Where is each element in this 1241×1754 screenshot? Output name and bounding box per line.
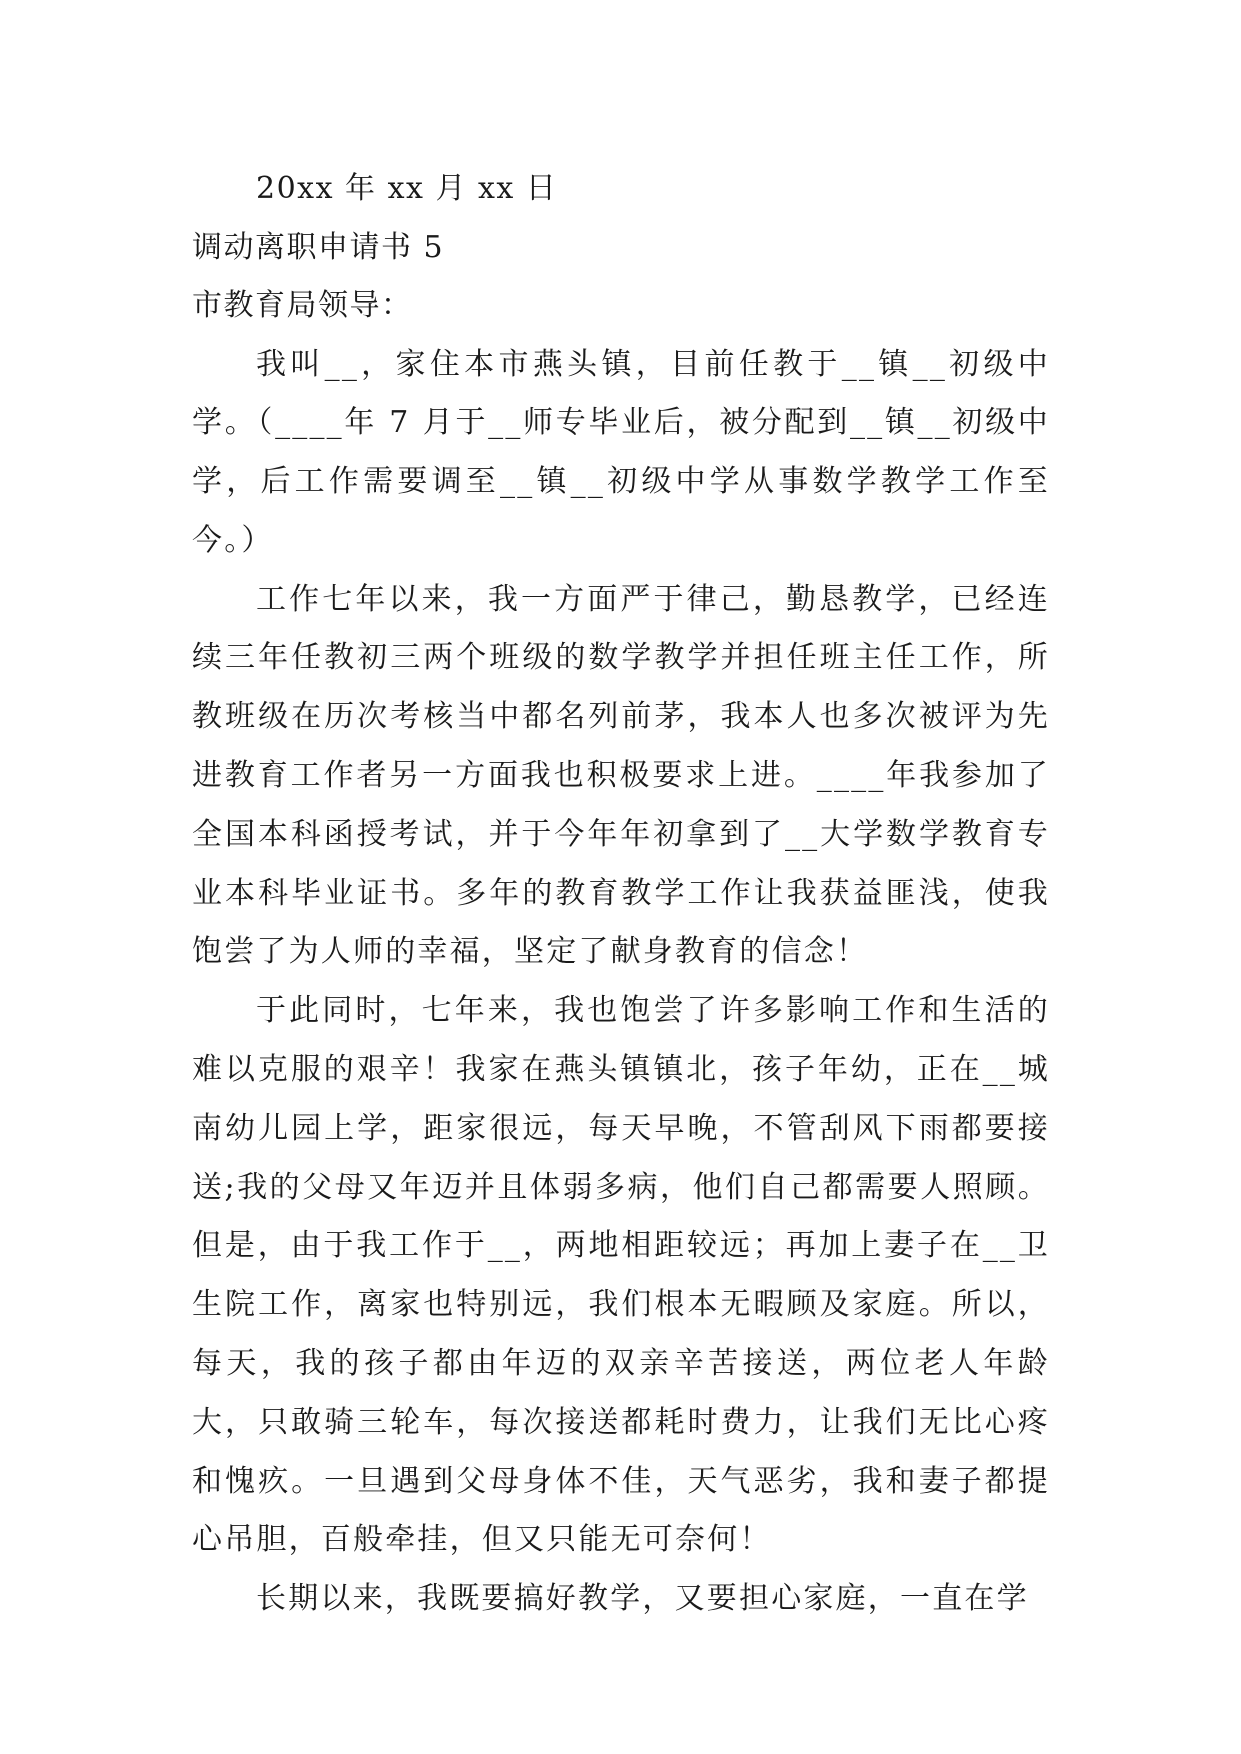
salutation: 市教育局领导：: [192, 288, 413, 323]
paragraph-4: 长期以来，我既要搞好教学，又要担心家庭，一直在学: [256, 1581, 1029, 1617]
document-body: [192, 160, 1050, 1629]
date-line: 20xx 年 xx 月 xx 日: [256, 171, 558, 206]
document-title: 调动离职申请书 5: [192, 229, 445, 265]
paragraph-3: 于此同时，七年来，我也饱尝了许多影响工作和生活的难以克服的艰辛！我家在燕头镇镇北，孩子年幼，正在__城南幼儿园上学，距家很远，每天早晚，不管刮风下雨都要接送;我的父母又年迈并且体弱多病，他们自己都需要人照顾。但是，由于我工作于__，两地相距较远；再加上妻子在__卫生院工作，离家也特别远，我们根本无暇顾及家庭。所以，每天，我的孩子都由年迈的双亲辛苦接送，两位老人年龄大，只敢骑三轮车，每次接送都耗时费力，让我们无比心疼和愧疚。一旦遇到父母身体不佳，天气恶劣，我和妻子都提心吊胆，百般牵挂，但又只能无可奈何！: [192, 993, 1050, 1558]
paragraph-2: 工作七年以来，我一方面严于律己，勤恳教学，已经连续三年任教初三两个班级的数学教学并担任班主任工作，所教班级在历次考核当中都名列前茅，我本人也多次被评为先进教育工作者另一方面我也积极要求上进。____年我参加了全国本科函授考试，并于今年年初拿到了__大学数学教育专业本科毕业证书。多年的教育教学工作让我获益匪浅，使我饱尝了为人师的幸福，坚定了献身教育的信念！: [192, 581, 1050, 970]
paragraph-1: 我叫__，家住本市燕头镇，目前任教于__镇__初级中学。（____年 7 月于__师专毕业后，被分配到__镇__初级中学，后工作需要调至__镇__初级中学从事数学教学工作至今。）: [192, 346, 1050, 558]
